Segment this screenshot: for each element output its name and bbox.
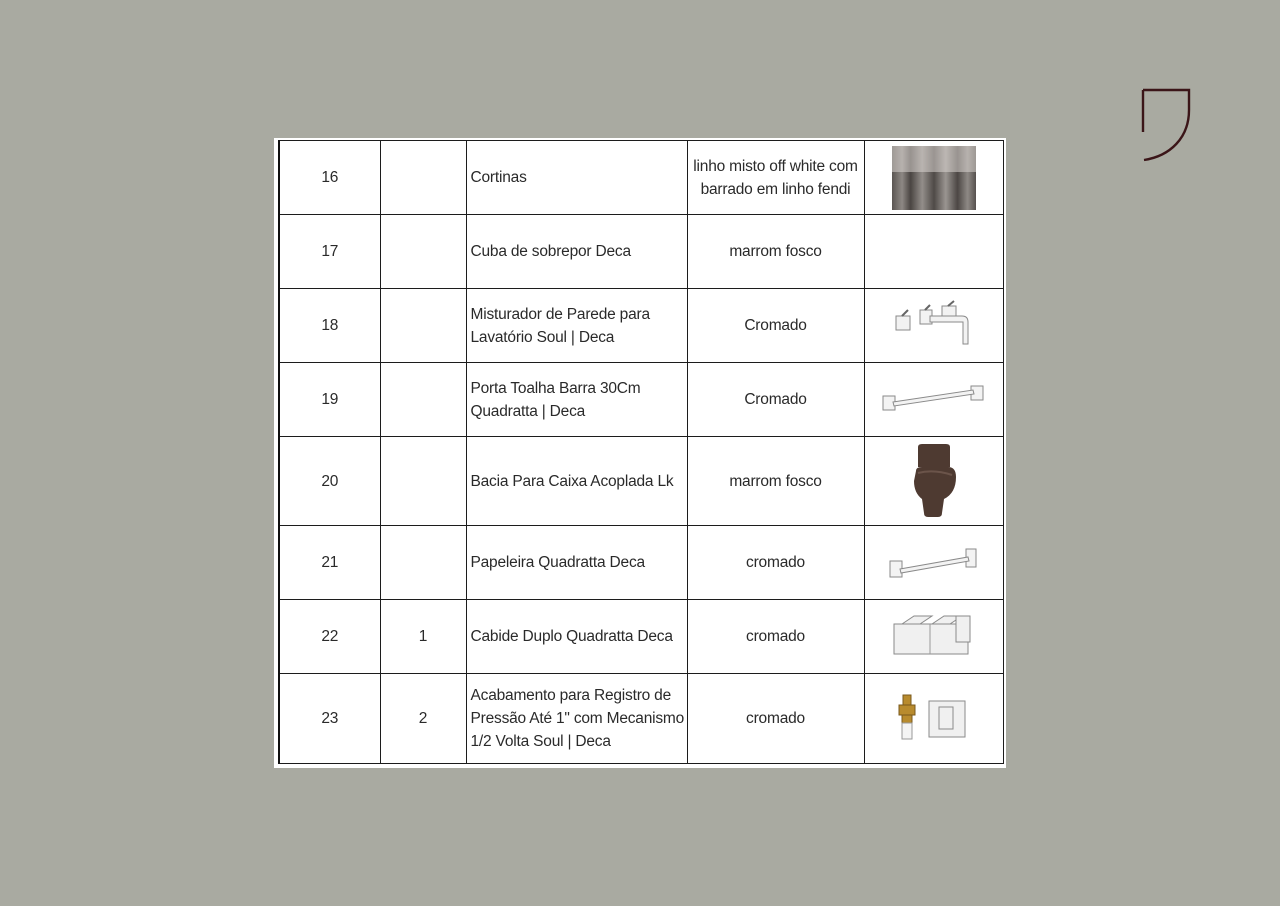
brand-logo-icon	[1140, 88, 1192, 164]
item-image-cell	[864, 215, 1003, 289]
item-description: Cabide Duplo Quadratta Deca	[466, 600, 687, 674]
table-row	[279, 141, 1003, 215]
item-quantity: 1	[380, 600, 466, 674]
double-hook-icon	[892, 614, 976, 660]
table-row	[279, 289, 1003, 363]
fixtures-table	[278, 140, 1004, 764]
table-row	[279, 363, 1003, 437]
item-finish: linho misto off white com barrado em linho fendi	[687, 141, 864, 215]
item-image-cell	[864, 526, 1003, 600]
item-image-cell	[864, 363, 1003, 437]
item-description: Bacia Para Caixa Acoplada Lk	[466, 437, 687, 526]
item-finish: marrom fosco	[687, 215, 864, 289]
item-description: Cuba de sobrepor Deca	[466, 215, 687, 289]
item-quantity	[380, 437, 466, 526]
item-quantity	[380, 363, 466, 437]
item-number: 19	[279, 363, 380, 437]
item-quantity	[380, 141, 466, 215]
paper-holder-icon	[886, 543, 982, 583]
table-row	[279, 437, 1003, 526]
item-number: 21	[279, 526, 380, 600]
item-number: 22	[279, 600, 380, 674]
item-finish: cromado	[687, 600, 864, 674]
item-image-cell	[864, 674, 1003, 764]
item-number: 20	[279, 437, 380, 526]
item-description: Papeleira Quadratta Deca	[466, 526, 687, 600]
wall-mixer-faucet-icon	[892, 300, 976, 352]
table-row	[279, 674, 1003, 764]
item-description: Cortinas	[466, 141, 687, 215]
item-image-cell	[864, 141, 1003, 215]
item-image-cell	[864, 600, 1003, 674]
curtain-photo-icon	[892, 146, 976, 210]
spec-sheet	[274, 138, 1006, 768]
item-description: Misturador de Parede para Lavatório Soul | Deca	[466, 289, 687, 363]
item-number: 23	[279, 674, 380, 764]
table-row	[279, 526, 1003, 600]
item-quantity: 2	[380, 674, 466, 764]
item-image-cell	[864, 437, 1003, 526]
valve-trim-icon	[897, 693, 971, 745]
item-description: Porta Toalha Barra 30Cm Quadratta | Deca	[466, 363, 687, 437]
table-row	[279, 600, 1003, 674]
item-finish: Cromado	[687, 363, 864, 437]
item-number: 17	[279, 215, 380, 289]
item-description: Acabamento para Registro de Pressão Até 1" com Mecanismo 1/2 Volta Soul | Deca	[466, 674, 687, 764]
item-quantity	[380, 526, 466, 600]
item-number: 18	[279, 289, 380, 363]
item-finish: Cromado	[687, 289, 864, 363]
item-finish: cromado	[687, 674, 864, 764]
item-finish: cromado	[687, 526, 864, 600]
table-row	[279, 215, 1003, 289]
item-quantity	[380, 289, 466, 363]
item-image-cell	[864, 289, 1003, 363]
item-finish: marrom fosco	[687, 437, 864, 526]
item-quantity	[380, 215, 466, 289]
item-number: 16	[279, 141, 380, 215]
toilet-icon	[904, 443, 964, 519]
towel-bar-icon	[879, 380, 989, 420]
